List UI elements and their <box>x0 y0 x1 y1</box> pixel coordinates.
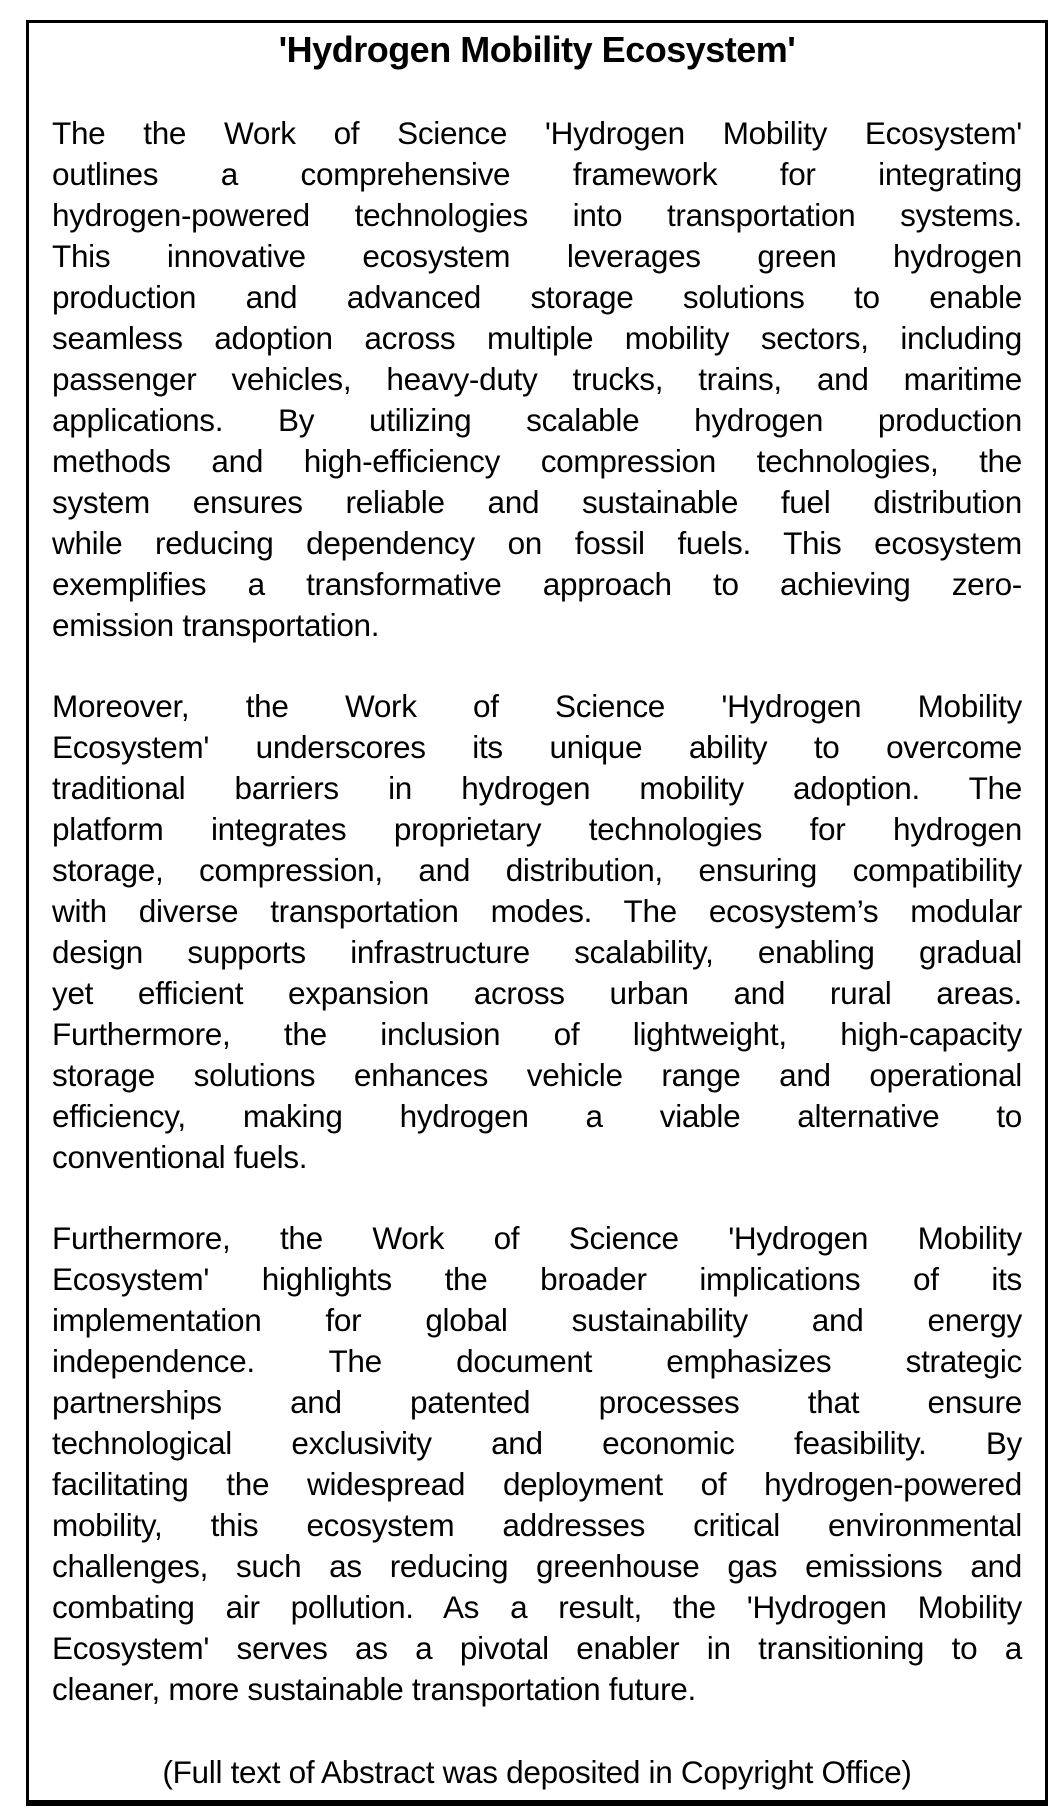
text-line: cleaner, more sustainable transportation future. <box>52 1671 696 1707</box>
text-line: implementation for global sustainability and energy <box>52 1302 1022 1338</box>
text-line: exemplifies a transformative approach to achieving zero- <box>52 566 1022 602</box>
abstract-paragraph-3 <box>52 1218 1022 1710</box>
text-line: challenges, such as reducing greenhouse gas emissions and <box>52 1548 1022 1584</box>
text-line: while reducing dependency on fossil fuels. This ecosystem <box>52 525 1022 561</box>
text-line: storage solutions enhances vehicle range and operational <box>52 1057 1022 1093</box>
text-line: methods and high-efficiency compression technologies, the <box>52 443 1022 479</box>
text-line: combating air pollution. As a result, the 'Hydrogen Mobility <box>52 1589 1022 1625</box>
text-line: Furthermore, the Work of Science 'Hydrogen Mobility <box>52 1220 1022 1256</box>
text-line: hydrogen-powered technologies into transportation systems. <box>52 197 1022 233</box>
text-line: with diverse transportation modes. The ecosystem’s modular <box>52 893 1022 929</box>
abstract-box <box>26 20 1048 1806</box>
text-line: storage, compression, and distribution, ensuring compatibility <box>52 852 1022 888</box>
text-line: production and advanced storage solutions to enable <box>52 279 1022 315</box>
abstract-paragraph-1 <box>52 113 1022 646</box>
document-title: 'Hydrogen Mobility Ecosystem' <box>278 29 796 70</box>
text-line: mobility, this ecosystem addresses critical environmental <box>52 1507 1022 1543</box>
text-line: design supports infrastructure scalability, enabling gradual <box>52 934 1022 970</box>
text-line: emission transportation. <box>52 607 380 643</box>
text-line: Ecosystem' highlights the broader implications of its <box>52 1261 1022 1297</box>
text-line: The the Work of Science 'Hydrogen Mobility Ecosystem' <box>52 115 1022 151</box>
text-line: Moreover, the Work of Science 'Hydrogen Mobility <box>52 688 1022 724</box>
text-line: partnerships and patented processes that ensure <box>52 1384 1022 1420</box>
text-line: seamless adoption across multiple mobility sectors, including <box>52 320 1022 356</box>
text-line: conventional fuels. <box>52 1139 308 1175</box>
text-line: yet efficient expansion across urban and rural areas. <box>52 975 1022 1011</box>
abstract-paragraph-2 <box>52 686 1022 1178</box>
text-line: Furthermore, the inclusion of lightweight, high-capacity <box>52 1016 1022 1052</box>
text-line: system ensures reliable and sustainable fuel distribution <box>52 484 1022 520</box>
text-line: traditional barriers in hydrogen mobility adoption. The <box>52 770 1022 806</box>
text-line: applications. By utilizing scalable hydrogen production <box>52 402 1022 438</box>
text-line: facilitating the widespread deployment of hydrogen-powered <box>52 1466 1022 1502</box>
text-line: Ecosystem' underscores its unique ability to overcome <box>52 729 1022 765</box>
text-line: platform integrates proprietary technologies for hydrogen <box>52 811 1022 847</box>
text-line: outlines a comprehensive framework for integrating <box>52 156 1022 192</box>
text-line: Ecosystem' serves as a pivotal enabler in transitioning to a <box>52 1630 1022 1666</box>
copyright-deposit-note: (Full text of Abstract was deposited in Copyright Office) <box>162 1754 912 1790</box>
text-line: passenger vehicles, heavy-duty trucks, trains, and maritime <box>52 361 1022 397</box>
text-line: independence. The document emphasizes strategic <box>52 1343 1022 1379</box>
text-line: technological exclusivity and economic feasibility. By <box>52 1425 1022 1461</box>
text-line: This innovative ecosystem leverages green hydrogen <box>52 238 1022 274</box>
text-line: efficiency, making hydrogen a viable alternative to <box>52 1098 1022 1134</box>
